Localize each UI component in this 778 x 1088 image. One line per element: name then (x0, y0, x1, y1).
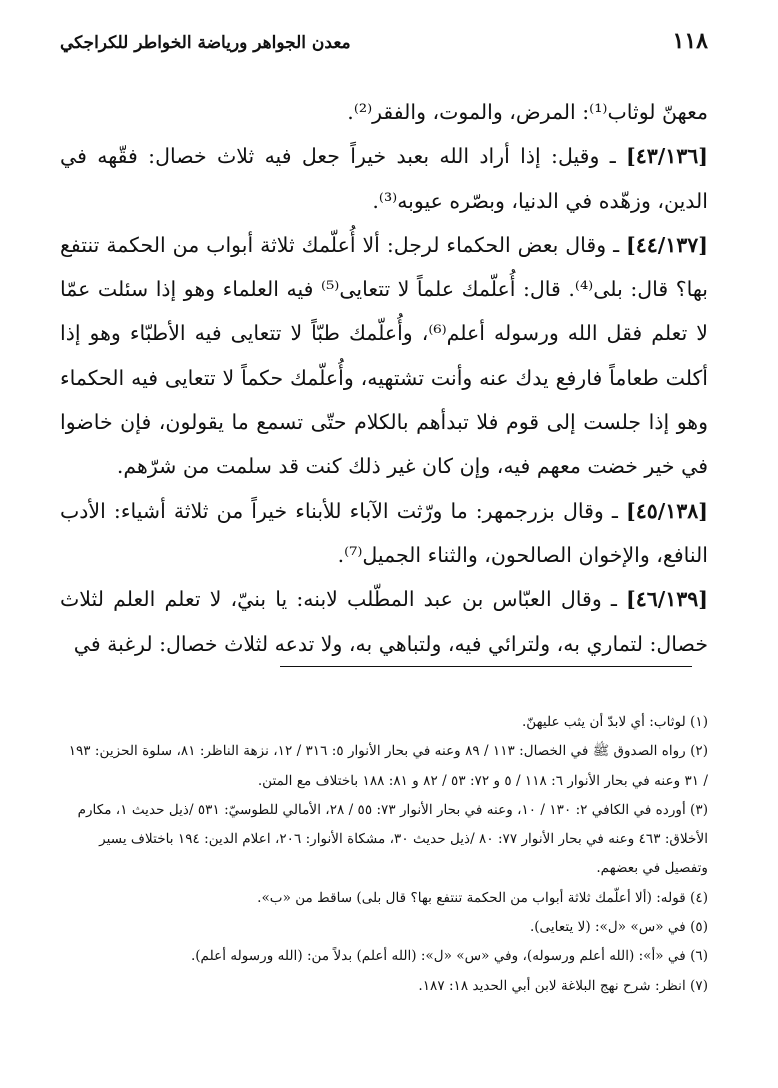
footnote-7: (٧) انظر: شرح نهج البلاغة لابن أبي الحديد ١٨: ١٨٧. (418, 977, 708, 994)
footnote-2: (٢) رواه الصدوق ﷺ في الخصال: ١١٣ / ٨٩ وعنه في بحار الأنوار ٥: ٣١٦ / ١٢، نزهة الناظر: ٨١، سلوة الحزين: ١٩٣ / ٣١ وعنه في بحار الأنوار ٦: ١١٨ / ٥ و ٧٢: ٥٣ / ٨٢ و ٨١: ١٨٨ باختلاف مع المتن. (68, 743, 708, 789)
paragraph-text: ـ وقال بعض الحكماء لرجل: ألا أُعلّمك ثلاثة أبواب من الحكمة تنتفع بها؟ قال: بلى⁽⁴⁾. قال: أُعلّمك علماً لا تتعايى⁽⁵⁾ فيه العلماء وهو إذا سئلت عمّا لا تعلم فقل الله ورسوله أعلم⁽⁶⁾، وأُعلّمك طبّاً لا تتعايى فيه الأطبّاء وهو إذا أكلت طعاماً فارفع يدك عنه وأنت تشتهيه، وأُعلّمك حكماً لا تتعايى فيه الحكماء وهو إذا جلست إلى قوم فلا تبدأهم بالكلام حتّى تسمع ما يقولون، فإن خاضوا في خير خضت معهم فيه، وإن كان غير ذلك كنت قد سلمت من شرّهم. (60, 232, 708, 479)
page-number: ١١٨ (672, 28, 708, 54)
footnote-5: (٥) في «س» «ل»: (لا يتعايى). (529, 919, 708, 936)
paragraph-43 (60, 134, 708, 223)
paragraph-text: ـ وقال العبّاس بن عبد المطّلب لابنه: يا بنيّ، لا تعلم العلم لثلاث خصال: لتماري به، ولترائي فيه، ولتباهي به، ولا تدعه لثلاث خصال: لرغبة في (60, 587, 708, 656)
paragraph-text: معهنّ لوثاب⁽¹⁾: المرض، والموت، والفقر⁽²⁾. (347, 100, 708, 124)
paragraph-number: [٤٥/١٣٨] (626, 498, 708, 523)
paragraph-text: ـ وقال بزرجمهر: ما ورّثت الآباء للأبناء خيراً من ثلاثة أشياء: الأدب النافع، والإخوان الصالحون، والثناء الجميل⁽⁷⁾. (60, 498, 708, 567)
paragraph-46 (60, 577, 708, 666)
paragraph-number: [٤٣/١٣٦] (626, 144, 708, 169)
footnote-1: (١) لوثاب: أي لابدّ أن يثب عليهنّ. (521, 714, 708, 730)
paragraph-continuation (60, 90, 708, 134)
main-text (60, 90, 708, 666)
paragraph-45 (60, 489, 708, 578)
running-title: معدن الجواهر ورياضة الخواطر للكراجكي (60, 33, 351, 53)
page-header (60, 28, 708, 54)
paragraph-44 (60, 223, 708, 489)
footnotes (60, 708, 708, 1001)
paragraph-number: [٤٤/١٣٧] (626, 232, 708, 257)
footnote-separator (280, 666, 692, 667)
paragraph-text: ـ وقيل: إذا أراد الله بعبد خيراً جعل فيه ثلاث خصال: فقّهه في الدين، وزهّده في الدنيا، وبصّره عيوبه⁽³⁾. (60, 144, 708, 213)
footnote-4: (٤) قوله: (ألا أعلّمك ثلاثة أبواب من الحكمة تنتفع بها؟ قال بلى) ساقط من «ب». (257, 889, 708, 906)
footnote-6: (٦) في «أ»: (الله أعلم ورسوله)، وفي «س» «ل»: (الله أعلم) بدلاً من: (الله ورسوله أعلم). (190, 948, 708, 965)
footnote-3: (٣) أورده في الكافي ٢: ١٣٠ / ١٠، وعنه في بحار الأنوار ٧٣: ٥٥ / ٢٨، الأمالي للطوسيّ: ٥٣١ /ذيل حديث ١، مكارم الأخلاق: ٤٦٣ وعنه في بحار الأنوار ٧٧: ٨٠ /ذيل حديث ٣٠، مشكاة الأنوار: ٢٠٦، اعلام الدين: ١٩٤ باختلاف يسير وتفصيل في بعضهم. (77, 801, 708, 877)
paragraph-number: [٤٦/١٣٩] (626, 587, 708, 612)
